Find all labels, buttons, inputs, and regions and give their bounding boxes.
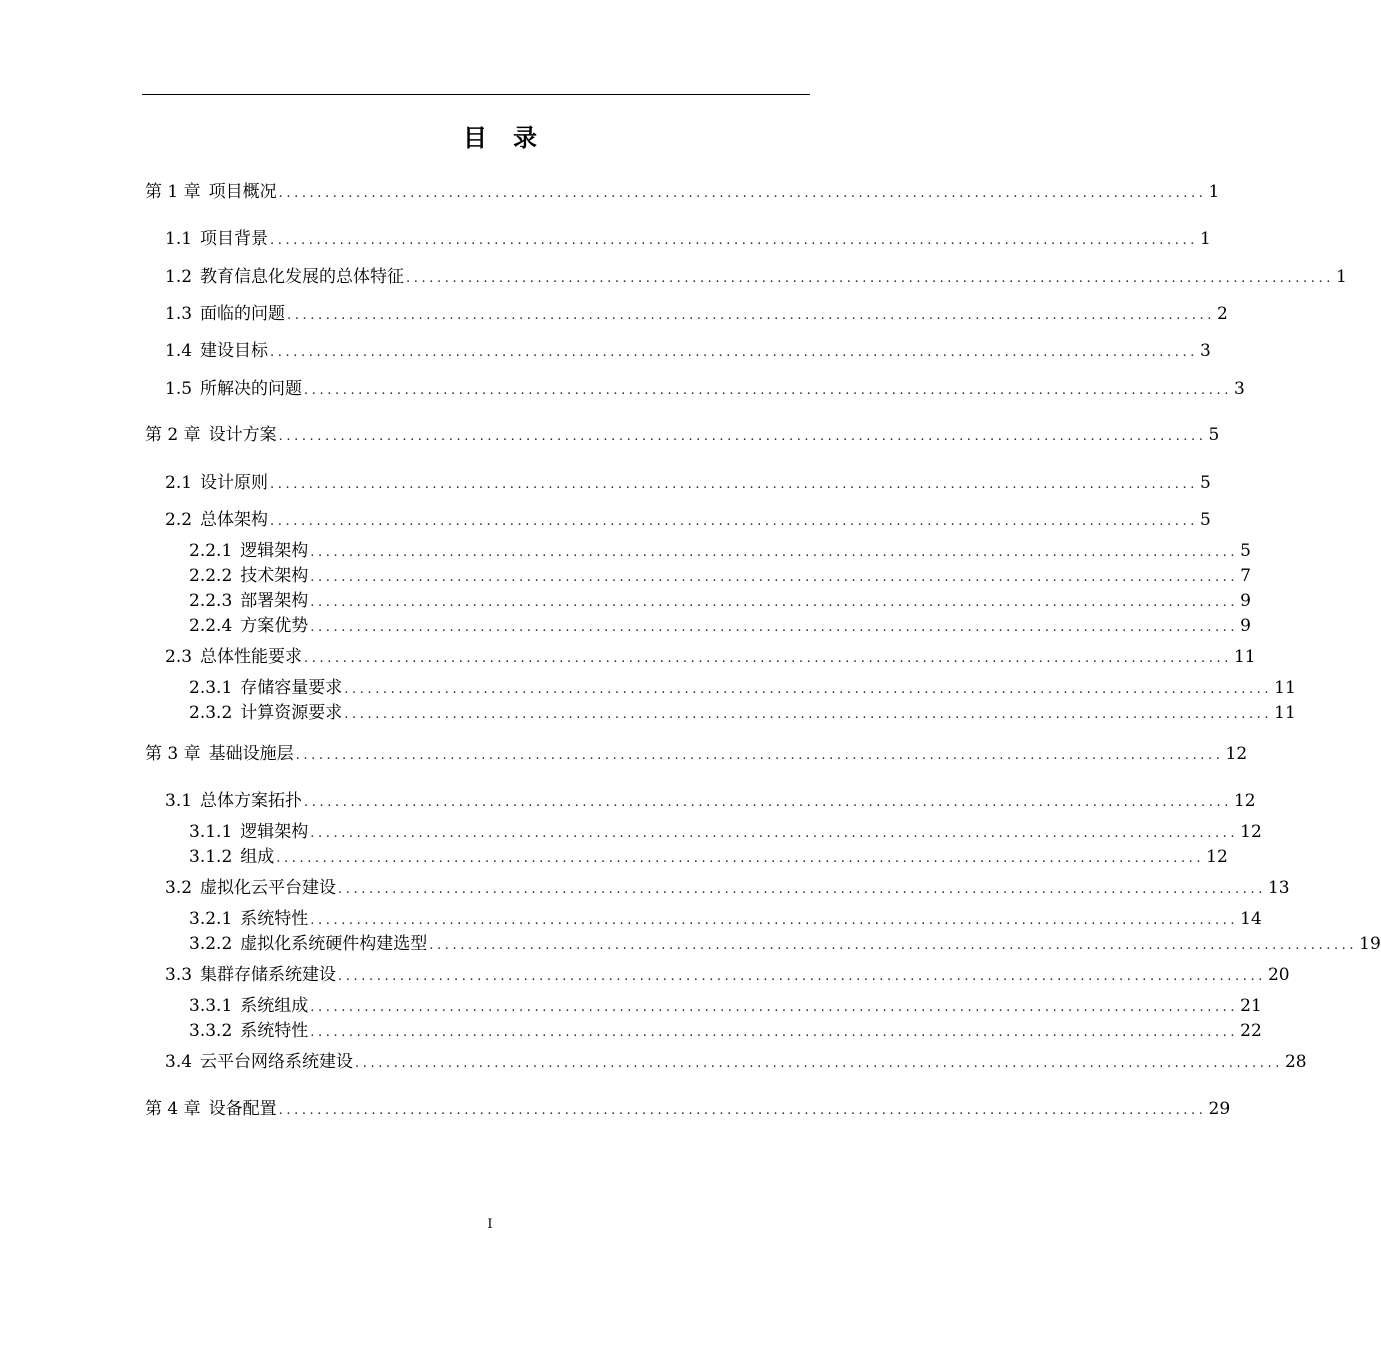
toc-entry[interactable] [165,789,1256,813]
toc-entry[interactable] [189,676,1296,700]
toc-entry[interactable] [165,339,1211,363]
toc-entry-page: 11 [1274,678,1296,698]
toc-entry-label: 项目概况 [208,182,277,202]
toc-entry[interactable] [189,589,1251,613]
toc-entry-number: 2.3.1 [189,678,233,698]
toc-entry-label: 面临的问题 [200,304,286,324]
toc-entry-number: 2.2 [165,510,193,530]
toc-entry-number: 3.2.2 [189,934,233,954]
toc-entry[interactable] [189,845,1228,869]
toc-entry-number: 2.2.1 [189,541,233,561]
toc-entry[interactable] [145,1097,1231,1121]
toc-entry-number: 1.4 [165,341,193,361]
toc-dot-leader: ........................................................................................................................ [310,1000,1239,1015]
toc-entry-label: 方案优势 [240,616,309,636]
toc-entry-label: 系统组成 [240,996,309,1016]
toc-entry-page: 9 [1240,591,1251,611]
toc-dot-leader: ........................................................................................................................ [344,707,1273,722]
toc-entry-number: 1.2 [165,267,193,287]
toc-entry-label: 设备配置 [208,1099,277,1119]
toc-entry[interactable] [189,701,1296,725]
toc-entry-label: 基础设施层 [208,744,294,764]
toc-entry-label: 项目背景 [200,229,269,249]
toc-entry-page: 1 [1208,182,1220,202]
toc-entry-page: 12 [1233,791,1256,811]
toc-entry-label: 虚拟化云平台建设 [200,878,337,898]
toc-entry[interactable] [165,227,1211,251]
toc-entry-page: 29 [1208,1099,1231,1119]
toc-entry-number: 2.1 [165,473,193,493]
toc-entry[interactable] [165,265,1347,289]
toc-dot-leader: ........................................................................................................................ [278,429,1207,444]
toc-entry-label: 系统特性 [240,1021,309,1041]
toc-dot-leader: ........................................................................................................................ [278,1103,1207,1118]
toc-dot-leader: ........................................................................................................................ [338,969,1266,984]
toc-dot-leader: ........................................................................................................................ [287,308,1215,323]
toc-entry[interactable] [189,614,1251,638]
toc-entry-label: 存储容量要求 [240,678,343,698]
toc-dot-leader: ........................................................................................................................ [310,1025,1239,1040]
toc-entry-page: 1 [1335,267,1347,287]
toc-dot-leader: ........................................................................................................................ [276,851,1205,866]
toc-entry-page: 1 [1199,229,1211,249]
toc-dot-leader: ........................................................................................................................ [429,938,1358,953]
toc-entry-page: 3 [1233,379,1245,399]
toc-dot-leader: ........................................................................................................................ [270,514,1198,529]
toc-entry-number: 第 2 章 [145,425,201,445]
toc-entry-number: 3.2.1 [189,909,233,929]
toc-entry[interactable] [145,423,1220,447]
toc-dot-leader: ........................................................................................................................ [304,383,1232,398]
toc-entry-page: 12 [1206,847,1228,867]
toc-dot-leader: ........................................................................................................................ [304,651,1232,666]
footer-page-number: I [487,1217,493,1232]
toc-entry-number: 第 3 章 [145,744,201,764]
toc-entry[interactable] [189,932,1381,956]
toc-entry-page: 21 [1240,996,1262,1016]
toc-entry-page: 28 [1284,1052,1307,1072]
toc-entry-label: 组成 [240,847,275,867]
toc-dot-leader: ........................................................................................................................ [310,826,1239,841]
toc-entry[interactable] [189,994,1262,1018]
toc-entry-number: 2.2.2 [189,566,233,586]
toc-entry-label: 设计方案 [208,425,277,445]
toc-entry-label: 计算资源要求 [240,703,343,723]
toc-entry-label: 云平台网络系统建设 [200,1052,354,1072]
toc-entry-page: 12 [1225,744,1248,764]
toc-entry-page: 7 [1240,566,1251,586]
toc-entry-number: 第 4 章 [145,1099,201,1119]
toc-dot-leader: ........................................................................................................................ [344,682,1273,697]
toc-entry-page: 12 [1240,822,1262,842]
toc-entry-page: 11 [1274,703,1296,723]
toc-entry-number: 3.3.2 [189,1021,233,1041]
toc-entry-page: 5 [1240,541,1251,561]
toc-entry-page: 20 [1267,965,1290,985]
toc-dot-leader: ........................................................................................................................ [406,271,1334,286]
toc-entry-label: 系统特性 [240,909,309,929]
toc-entry-label: 教育信息化发展的总体特征 [200,267,405,287]
toc-entry[interactable] [165,876,1290,900]
toc-dot-leader: ........................................................................................................................ [295,748,1224,763]
toc-entry-label: 设计原则 [200,473,269,493]
toc-entry-number: 3.1 [165,791,193,811]
toc-entry-number: 1.1 [165,229,193,249]
toc-entry-page: 13 [1267,878,1290,898]
toc-entry-page: 11 [1233,647,1256,667]
toc-entry-number: 3.3 [165,965,193,985]
toc-entry[interactable] [145,742,1248,766]
toc-entry-number: 1.5 [165,379,193,399]
toc-entry[interactable] [189,820,1262,844]
toc-entry-number: 2.3 [165,647,193,667]
toc-entry-label: 总体性能要求 [200,647,303,667]
toc-entry-page: 22 [1240,1021,1262,1041]
toc-entry[interactable] [165,963,1290,987]
toc-dot-leader: ........................................................................................................................ [304,795,1232,810]
toc-entry-number: 2.3.2 [189,703,233,723]
toc-entry[interactable] [189,539,1251,563]
toc-entry-label: 总体架构 [200,510,269,530]
toc-entry-page: 3 [1199,341,1211,361]
toc-entry-label: 虚拟化系统硬件构建选型 [240,934,428,954]
toc-entry[interactable] [165,471,1211,495]
toc-dot-leader: ........................................................................................................................ [310,595,1239,610]
toc-dot-leader: ........................................................................................................................ [310,620,1239,635]
toc-dot-leader: ........................................................................................................................ [355,1056,1283,1071]
toc-entry-number: 第 1 章 [145,182,201,202]
toc-entry[interactable] [165,377,1245,401]
toc-entry-page: 5 [1208,425,1220,445]
toc-entry-label: 所解决的问题 [200,379,303,399]
toc-dot-leader: ........................................................................................................................ [310,913,1239,928]
toc-dot-leader: ........................................................................................................................ [270,477,1198,492]
toc-entry[interactable] [145,180,1220,204]
toc-entry-page: 5 [1199,473,1211,493]
toc-entry-number: 3.1.2 [189,847,233,867]
toc-entry[interactable] [165,645,1256,669]
toc-entry-number: 2.2.3 [189,591,233,611]
toc-entry[interactable] [165,1050,1307,1074]
toc-entry[interactable] [165,508,1211,532]
toc-entry-number: 1.3 [165,304,193,324]
toc-entry-number: 2.2.4 [189,616,233,636]
toc-entry-label: 部署架构 [240,591,309,611]
toc-title-char-1: 目 [463,123,487,152]
toc-entry[interactable] [189,907,1262,931]
toc-dot-leader: ........................................................................................................................ [338,882,1266,897]
toc-entry-label: 技术架构 [240,566,309,586]
toc-title-char-2: 录 [513,123,537,152]
toc-entry-number: 3.4 [165,1052,193,1072]
toc-entry-page: 2 [1216,304,1228,324]
toc-dot-leader: ........................................................................................................................ [310,545,1239,560]
toc-entry[interactable] [189,1019,1262,1043]
toc-dot-leader: ........................................................................................................................ [270,345,1198,360]
toc-entry-number: 3.3.1 [189,996,233,1016]
toc-entry-label: 集群存储系统建设 [200,965,337,985]
toc-dot-leader: ........................................................................................................................ [278,186,1207,201]
toc-dot-leader: ........................................................................................................................ [270,233,1198,248]
toc-entry[interactable] [165,302,1228,326]
toc-entry-page: 19 [1359,934,1381,954]
toc-entry-label: 逻辑架构 [240,541,309,561]
toc-entry-number: 3.2 [165,878,193,898]
toc-entry-label: 总体方案拓扑 [200,791,303,811]
toc-entry[interactable] [189,564,1251,588]
toc-entry-label: 建设目标 [200,341,269,361]
toc-dot-leader: ........................................................................................................................ [310,570,1239,585]
toc-entry-page: 14 [1240,909,1262,929]
toc-entry-number: 3.1.1 [189,822,233,842]
toc-entry-page: 9 [1240,616,1251,636]
toc-entry-label: 逻辑架构 [240,822,309,842]
toc-entry-page: 5 [1199,510,1211,530]
